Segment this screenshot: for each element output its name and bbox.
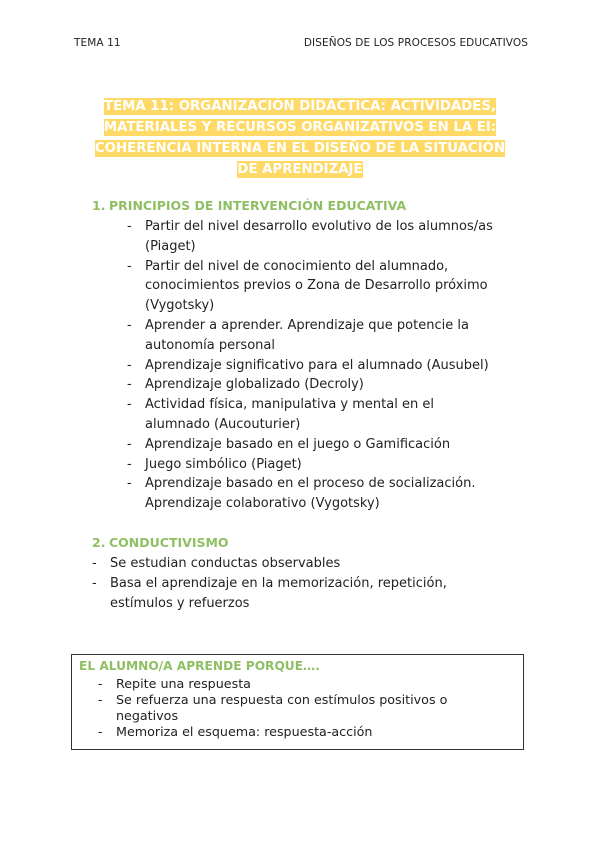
dash-bullet: -: [127, 436, 132, 452]
list-item-line: negativos: [116, 708, 179, 723]
title-line: MATERIALES Y RECURSOS ORGANIZATIVOS EN LA EI:: [103, 120, 497, 135]
summary-box-title: EL ALUMNO/A APRENDE PORQUE….: [79, 659, 320, 673]
list-item: [127, 455, 535, 475]
list-item-line: autonomía personal: [145, 337, 275, 353]
dash-bullet: -: [98, 724, 103, 739]
section-2-number: 2.: [92, 535, 106, 550]
list-item: [92, 574, 530, 614]
list-item-line: alumnado (Aucouturier): [145, 416, 301, 432]
header-right: DISEÑOS DE LOS PROCESOS EDUCATIVOS: [303, 37, 528, 49]
list-item-line: Partir del nivel desarrollo evolutivo de los alumnos/as: [145, 219, 493, 234]
list-item: [127, 257, 535, 316]
document-title: [60, 95, 540, 179]
list-item-line: Aprendizaje significativo para el alumnado (Ausubel): [145, 357, 489, 373]
dash-bullet: -: [98, 692, 103, 707]
section-1-number: 1.: [92, 198, 106, 213]
list-item-line: Se refuerza una respuesta con estímulos positivos o: [116, 692, 448, 707]
header-left: TEMA 11: [74, 37, 121, 49]
list-item: [127, 356, 535, 376]
section-1-list: [127, 217, 535, 514]
list-item: [98, 692, 516, 724]
list-item-line: Aprendizaje colaborativo (Vygotsky): [145, 496, 380, 512]
dash-bullet: -: [127, 317, 132, 333]
title-line: DE APRENDIZAJE: [237, 162, 363, 177]
list-item: [127, 395, 535, 435]
dash-bullet: -: [127, 476, 132, 492]
list-item: [127, 316, 535, 356]
dash-bullet: -: [92, 575, 97, 591]
summary-box: [71, 654, 524, 750]
title-line: TEMA 11: ORGANIZACIÓN DIDÁCTICA: ACTIVIDADES,: [104, 99, 496, 114]
list-item-line: (Vygotsky): [145, 298, 215, 314]
list-item: [127, 435, 535, 455]
list-item-line: Repite una respuesta: [116, 676, 251, 691]
dash-bullet: -: [127, 456, 132, 472]
list-item-line: conocimientos previos o Zona de Desarrollo próximo: [145, 278, 488, 294]
list-item: [127, 474, 535, 514]
list-item-line: (Piaget): [145, 238, 196, 254]
list-item-line: Memoriza el esquema: respuesta-acción: [116, 724, 373, 739]
dash-bullet: -: [92, 556, 97, 571]
list-item: [127, 217, 535, 257]
dash-bullet: -: [98, 676, 103, 691]
list-item-line: Aprendizaje globalizado (Decroly): [145, 377, 364, 393]
list-item: [98, 676, 516, 692]
list-item-line: estímulos y refuerzos: [110, 595, 250, 611]
list-item: [92, 554, 530, 574]
list-item-line: Se estudian conductas observables: [110, 556, 341, 571]
section-2-title: CONDUCTIVISMO: [109, 535, 229, 550]
list-item-line: Aprender a aprender. Aprendizaje que potencie la: [145, 317, 469, 333]
dash-bullet: -: [127, 357, 132, 373]
dash-bullet: -: [127, 258, 132, 274]
list-item-line: Aprendizaje basado en el proceso de socialización.: [145, 476, 476, 492]
dash-bullet: -: [127, 377, 132, 393]
dash-bullet: -: [127, 397, 132, 413]
section-1-heading: [92, 198, 406, 213]
list-item-line: Partir del nivel de conocimiento del alumnado,: [145, 258, 449, 274]
list-item-line: Actividad física, manipulativa y mental en el: [145, 397, 434, 413]
section-1-title: PRINCIPIOS DE INTERVENCIÓN EDUCATIVA: [109, 198, 407, 213]
list-item-line: Basa el aprendizaje en la memorización, repetición,: [110, 575, 447, 591]
list-item-line: Aprendizaje basado en el juego o Gamificación: [145, 436, 451, 452]
title-line: COHERENCIA INTERNA EN EL DISEÑO DE LA SITUACIÓN: [94, 141, 506, 156]
summary-box-list: [98, 676, 516, 740]
list-item: [127, 375, 535, 395]
dash-bullet: -: [127, 219, 132, 234]
section-2-heading: [92, 535, 229, 550]
list-item: [98, 724, 516, 740]
list-item-line: Juego simbólico (Piaget): [145, 456, 302, 472]
section-2-list: [92, 554, 530, 613]
